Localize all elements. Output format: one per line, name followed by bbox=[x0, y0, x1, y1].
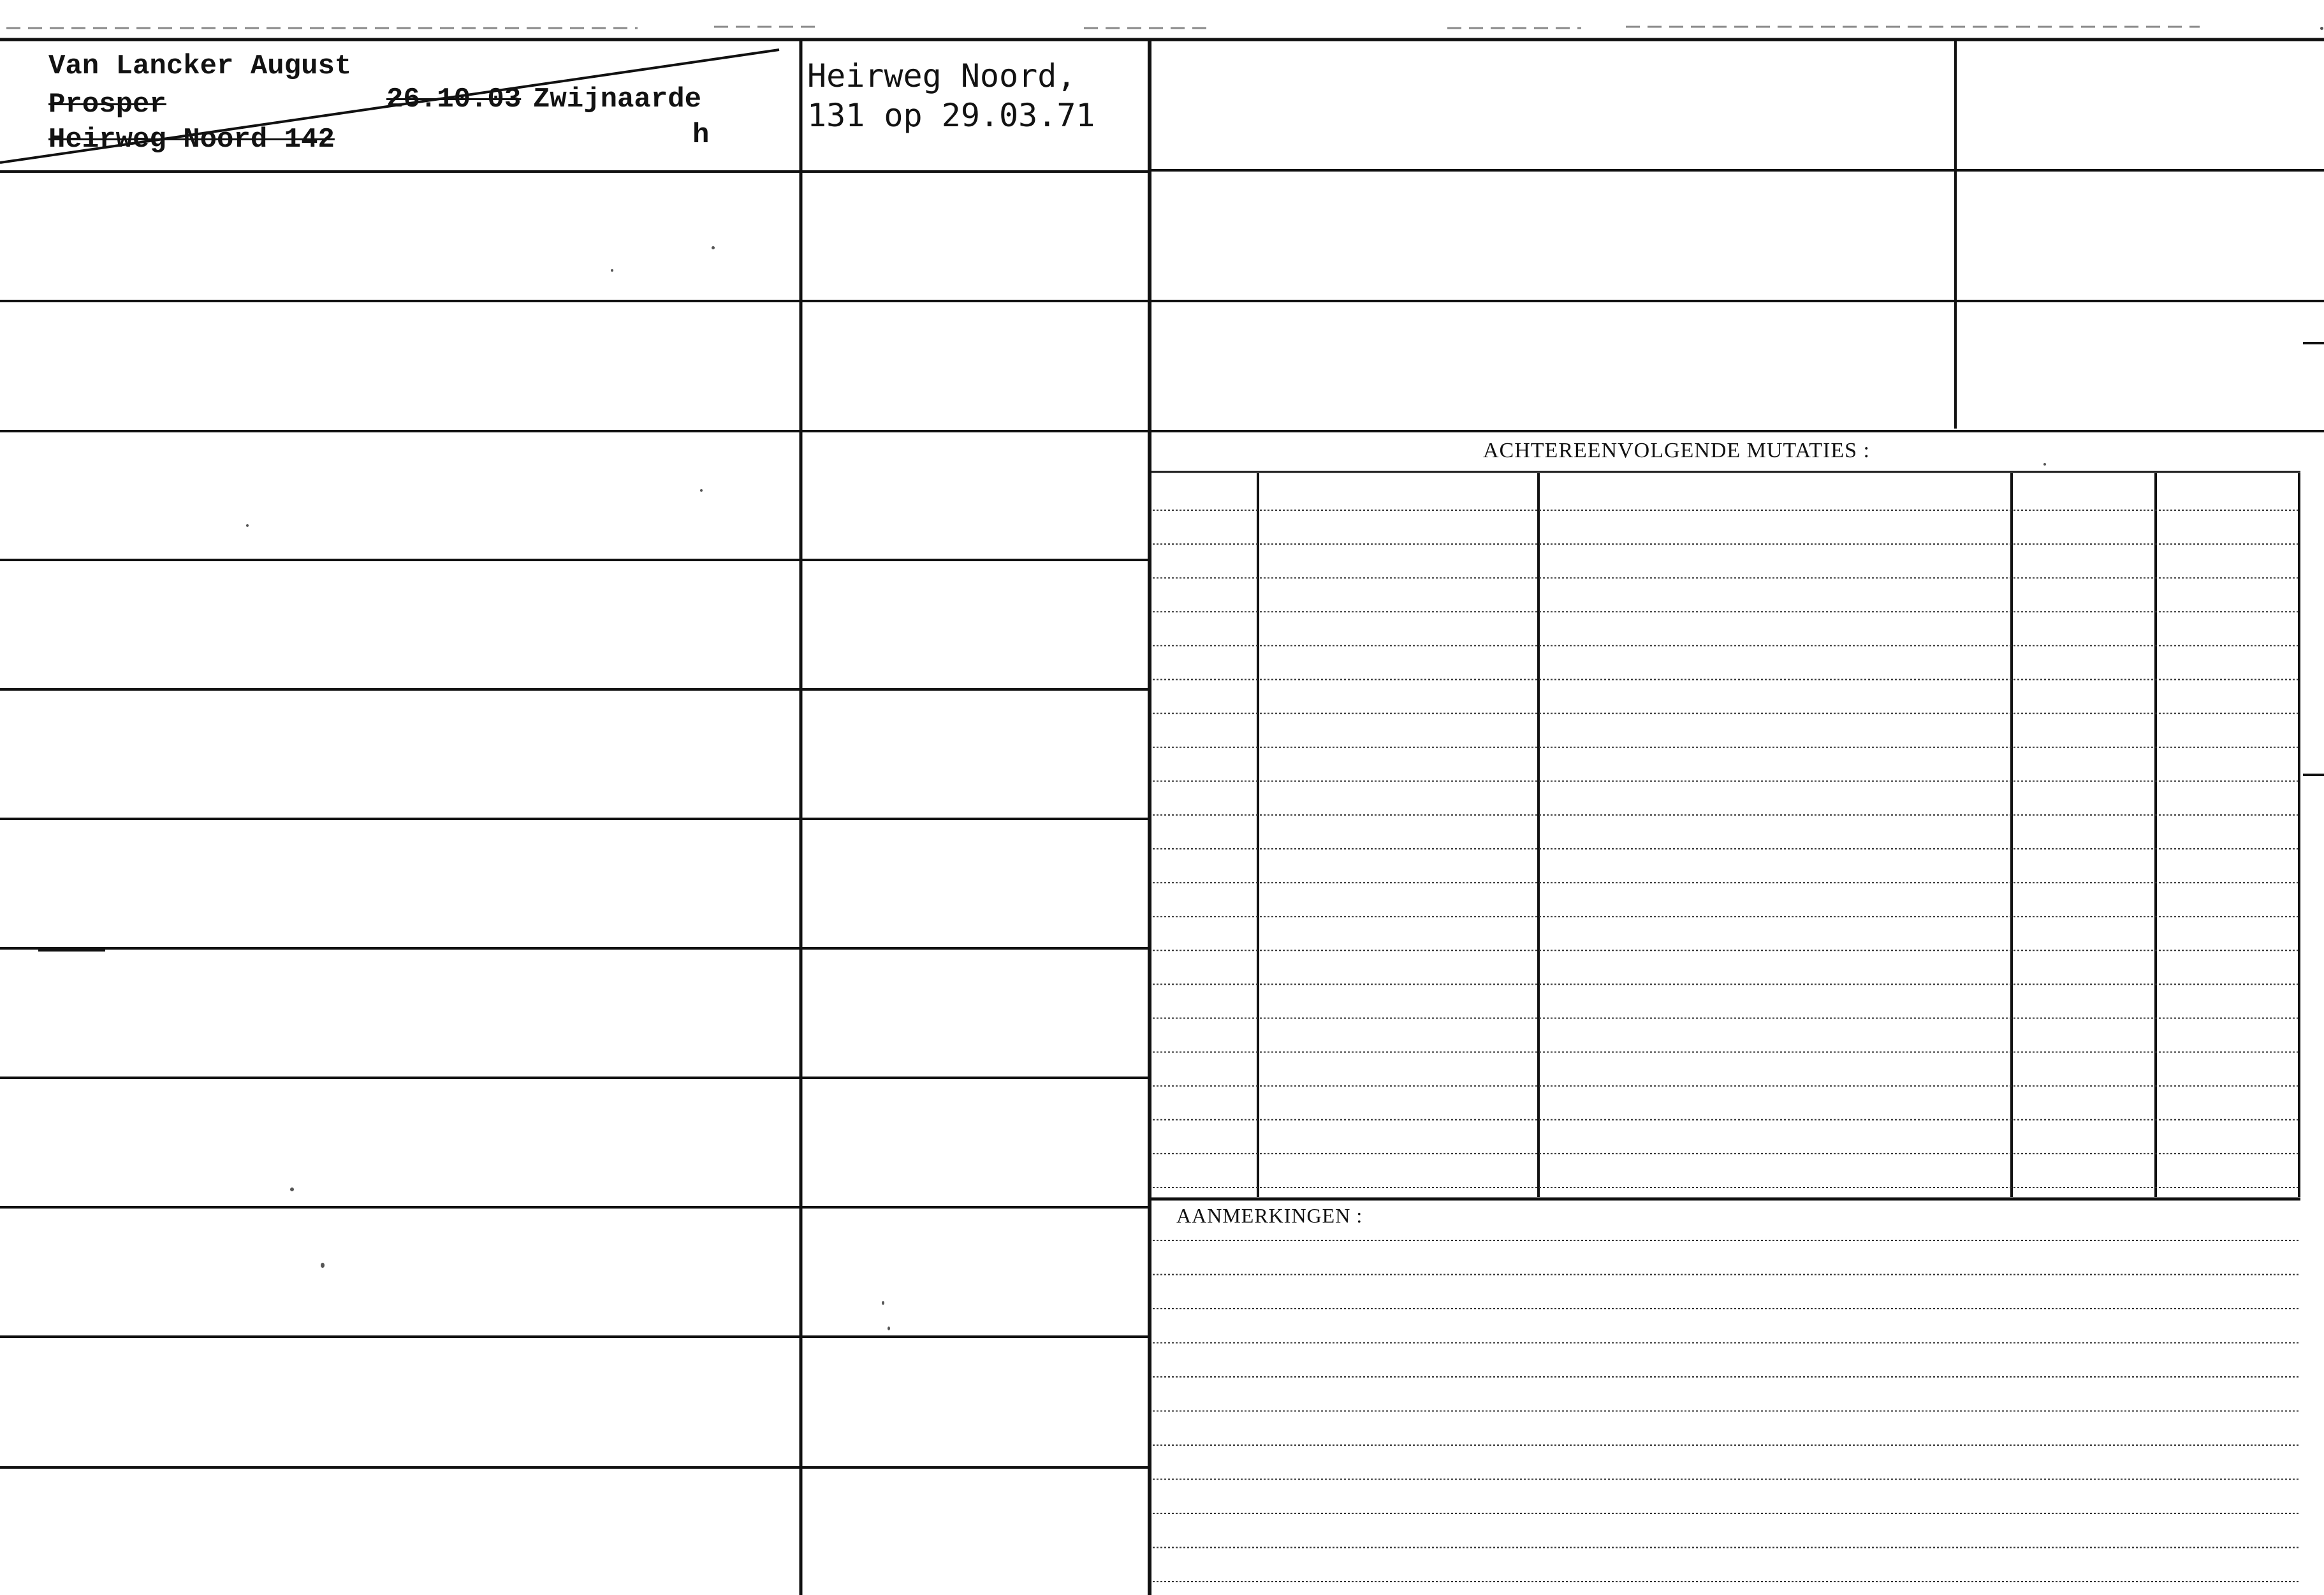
scan-speck bbox=[246, 524, 249, 527]
address-change-line1: Heirweg Noord, bbox=[807, 57, 1076, 94]
mutations-heading: ACHTEREENVOLGENDE MUTATIES : bbox=[1483, 439, 1870, 462]
entry-old-address: Heirweg Noord 142 bbox=[48, 124, 335, 156]
entry-mark: h bbox=[692, 119, 710, 151]
header-residue bbox=[6, 27, 2200, 28]
right-upper-rules bbox=[1151, 170, 2324, 431]
scan-speck bbox=[2320, 27, 2323, 30]
scan-speck bbox=[712, 246, 715, 249]
row-rules bbox=[0, 172, 1148, 1467]
entry-name: Van Lancker August bbox=[48, 50, 352, 82]
scan-speck bbox=[290, 1187, 294, 1191]
entry-place: Zwijnaarde bbox=[533, 84, 702, 115]
scan-speck bbox=[888, 1327, 890, 1330]
scan-speck bbox=[611, 269, 613, 272]
address-change-line2: 131 op 29.03.71 bbox=[807, 97, 1095, 134]
mutations-table-frame bbox=[1151, 472, 2300, 1199]
mutations-dotted-lines bbox=[1153, 510, 2298, 1187]
remarks-heading: AANMERKINGEN : bbox=[1176, 1204, 1363, 1227]
scan-speck bbox=[882, 1301, 884, 1305]
scan-speck bbox=[700, 489, 703, 492]
scan-speck bbox=[321, 1263, 325, 1268]
entry-given-name: Prosper bbox=[48, 89, 166, 121]
remarks-dotted-lines bbox=[1153, 1240, 2300, 1582]
scan-speck bbox=[2043, 463, 2046, 466]
entry-date: 26.10.03 bbox=[386, 84, 522, 115]
